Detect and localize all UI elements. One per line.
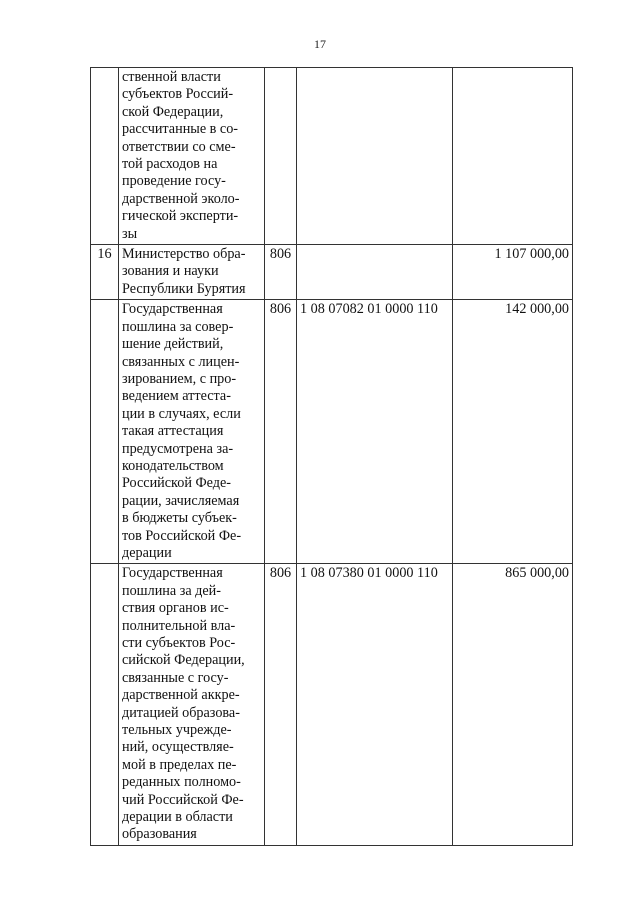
revenue-name-line: пошлина за дей-: [122, 582, 222, 599]
revenue-name-cell: [119, 300, 265, 564]
page-number: 17: [314, 37, 326, 51]
revenue-name-line: ответствии со сме-: [122, 138, 236, 155]
revenue-name-line: дарственной эколо-: [122, 190, 240, 207]
revenue-name-cell: [119, 564, 265, 846]
revenue-name-line: дарственной аккре-: [122, 687, 240, 704]
revenue-name-cell: [119, 245, 265, 300]
revenue-name-line: зования и науки: [122, 263, 219, 280]
revenue-name-line: чий Российской Фе-: [122, 791, 244, 808]
revenue-name-line: пошлина за совер-: [122, 318, 234, 335]
amount-cell: 142 000,00: [453, 300, 573, 564]
admin-code-cell: 806: [265, 300, 297, 564]
admin-code-cell: 806: [265, 245, 297, 300]
row-number-cell: [91, 564, 119, 846]
revenue-name-line: такая аттестация: [122, 423, 224, 440]
revenue-name-line: рассчитанные в со-: [122, 121, 239, 138]
table-row: [91, 564, 573, 846]
revenue-name-line: ний, осуществляе-: [122, 739, 234, 756]
budget-code-cell: 1 08 07082 01 0000 110: [297, 300, 453, 564]
admin-code-cell: [265, 68, 297, 245]
revenue-name-line: дерации: [122, 544, 172, 561]
revenue-name-line: дерации в области: [122, 809, 233, 826]
revenue-name-line: мой в пределах пе-: [122, 756, 237, 773]
revenue-name-line: Республики Бурятия: [122, 280, 246, 297]
budget-code-cell: 1 08 07380 01 0000 110: [297, 564, 453, 846]
revenue-name-line: Государственная: [122, 565, 223, 582]
row-number-cell: [91, 300, 119, 564]
revenue-name-line: Российской Феде-: [122, 475, 232, 492]
revenue-name-line: ции в случаях, если: [122, 405, 241, 422]
revenue-name-line: сти субъектов Рос-: [122, 635, 236, 651]
revenue-name-line: связанные с госу-: [122, 669, 229, 686]
revenue-name-line: гической эксперти-: [122, 208, 239, 225]
budget-code-cell: [297, 68, 453, 245]
row-number-cell: 16: [91, 245, 119, 300]
revenue-name-line: ведением аттеста-: [122, 388, 231, 405]
revenue-name-line: предусмотрена за-: [122, 440, 234, 457]
revenue-name-cell: [119, 68, 265, 245]
amount-cell: [453, 68, 573, 245]
table-row: [91, 300, 573, 564]
budget-code-cell: [297, 245, 453, 300]
table-row: [91, 245, 573, 300]
revenue-name-line: Государственная: [122, 301, 223, 318]
amount-cell: 1 107 000,00: [453, 245, 573, 300]
amount-cell: 865 000,00: [453, 564, 573, 846]
revenue-name-line: ской Федерации,: [122, 103, 224, 120]
revenue-name-line: проведение госу-: [122, 173, 226, 190]
revenue-table: [90, 67, 573, 846]
table-body: [91, 68, 573, 846]
revenue-name-line: субъектов Россий-: [122, 86, 234, 103]
revenue-name-line: ственной власти: [122, 69, 221, 85]
admin-code-cell: 806: [265, 564, 297, 846]
revenue-name-line: рации, зачисляемая: [122, 492, 240, 509]
revenue-name-line: шение действий,: [122, 336, 224, 353]
revenue-name-line: образования: [122, 826, 197, 843]
revenue-name-line: зы: [122, 225, 138, 242]
revenue-name-line: тов Российской Фе-: [122, 527, 242, 544]
revenue-name-line: тельных учрежде-: [122, 722, 232, 739]
revenue-name-line: ствия органов ис-: [122, 600, 229, 617]
table-row: [91, 68, 573, 245]
revenue-name-line: той расходов на: [122, 156, 218, 173]
revenue-name-line: в бюджеты субъек-: [122, 510, 237, 527]
revenue-name-line: реданных полномо-: [122, 774, 241, 791]
revenue-name-line: связанных с лицен-: [122, 353, 240, 370]
revenue-name-line: дитацией образова-: [122, 704, 240, 721]
revenue-name-line: конодательством: [122, 457, 224, 474]
revenue-name-line: сийской Федерации,: [122, 652, 245, 669]
revenue-name-line: зированием, с про-: [122, 370, 237, 387]
revenue-name-line: полнительной вла-: [122, 617, 236, 634]
revenue-name-line: Министерство обра-: [122, 246, 246, 263]
row-number-cell: [91, 68, 119, 245]
